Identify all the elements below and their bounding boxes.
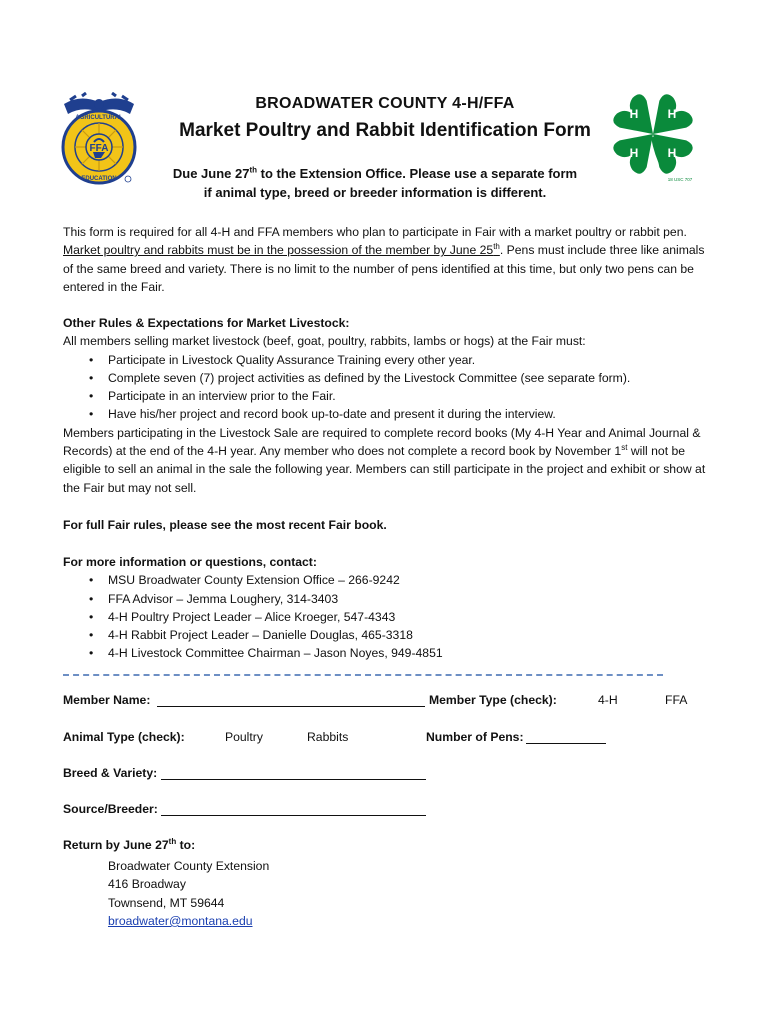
ffa-logo-text-top: AGRICULTURAL [75,115,123,121]
form-title: Market Poultry and Rabbit Identification Form [179,120,591,141]
member-type-option-ffa[interactable]: FFA [665,693,688,707]
contact-item: • MSU Broadwater County Extension Office – 266-9242 [63,571,713,589]
ffa-emblem-logo [60,92,138,188]
intro-part1: This form is required for all 4-H and FFA members who plan to participate in Fair with a market poultry or rabbit pen. [63,225,687,239]
contact-item: • FFA Advisor – Jemma Loughery, 314-3403 [63,590,713,608]
contact-item: • 4-H Livestock Committee Chairman – Jason Noyes, 949-4851 [63,644,713,662]
contacts-section [63,553,713,663]
due-notice [140,164,610,202]
return-label-part1: Return by June 27 [63,838,169,852]
records-paragraph [63,424,713,497]
return-label-part2: to: [176,838,196,852]
member-type-label: Member Type (check): [429,693,557,707]
member-name-field[interactable] [157,706,425,707]
intro-underlined-sup: th [493,242,500,252]
rules-list-item: • Participate in an interview prior to the Fair. [63,387,713,405]
intro-underlined [63,243,500,257]
intro-underlined-text: Market poultry and rabbits must be in the possession of the member by June 25 [63,243,494,258]
rules-section [63,314,713,497]
number-of-pens-field[interactable] [526,743,606,744]
org-title: BROADWATER COUNTY 4-H/FFA [255,95,515,112]
return-address-line: 416 Broadway [108,877,186,892]
contact-item: • 4-H Rabbit Project Leader – Danielle Douglas, 465-3318 [63,626,713,644]
rules-list-item: • Have his/her project and record book up-to-date and present it during the interview. [63,405,713,423]
return-address-line: Townsend, MT 59644 [108,895,225,910]
contacts-list [63,571,713,662]
rules-list-item: • Complete seven (7) project activities as defined by the Livestock Committee (see separate form). [63,369,713,387]
contacts-heading: For more information or questions, contact: [63,555,317,569]
animal-type-option-rabbits[interactable]: Rabbits [307,730,349,744]
rules-list [63,351,713,424]
breed-variety-field[interactable] [161,779,426,780]
rules-list-item: • Participate in Livestock Quality Assurance Training every other year. [63,351,713,369]
clover-letter-h-1: H [629,107,639,121]
rules-heading: Other Rules & Expectations for Market Livestock: [63,316,350,330]
clover-letter-h-4: H [667,146,677,160]
records-sup: st [621,443,628,453]
due-text-part1: Due June 27 [172,166,250,181]
records-part2: will not be eligible to sell an animal in the sale the following year. Members can still participate in the project and exhibit or show at the Fair but may not sell. [63,444,706,495]
clover-letter-h-3: H [629,146,639,160]
records-part1: Members participating in the Livestock Sale are required to complete record books (My 4-H Year and Animal Journal & Records) at the end of the 4-H year. Any member who does not complete a record book by November 1 [63,425,701,459]
cut-line-divider [63,674,663,676]
return-label [63,838,195,852]
return-address [108,857,408,930]
clover-letter-h-2: H [667,107,677,121]
member-type-option-4h[interactable]: 4-H [598,693,618,707]
intro-part2: . Pens must include three like animals of the same breed and variety. There is no limit to the number of pens identified at this time, but only two pens can be entered in the Fair. [63,243,705,294]
number-of-pens-label: Number of Pens: [426,730,524,744]
rules-lead: All members selling market livestock (beef, goat, poultry, rabbits, lambs or hogs) at the Fair must: [63,334,586,349]
ffa-logo-text-center: FFA [89,143,109,154]
return-label-sup: th [168,836,177,846]
contact-item: • 4-H Poultry Project Leader – Alice Kroeger, 547-4343 [63,608,713,626]
return-email-link[interactable]: broadwater@montana.edu [108,913,253,928]
return-address-line: Broadwater County Extension [108,859,270,873]
intro-paragraph [63,223,713,296]
source-breeder-label: Source/Breeder: [63,802,158,816]
member-name-label: Member Name: [63,693,151,707]
breed-variety-label: Breed & Variety: [63,766,158,780]
due-text-part2: to the Extension Office. Please use a separate form [257,166,578,181]
animal-type-option-poultry[interactable]: Poultry [225,730,263,744]
due-text-sup: th [249,165,258,175]
due-text-line2: if animal type, breed or breeder information is different. [203,185,547,200]
ffa-logo-text-bottom: EDUCATION [81,176,117,182]
source-breeder-field[interactable] [161,815,426,816]
fair-rules-note: For full Fair rules, please see the most recent Fair book. [63,518,387,532]
clover-trademark: 18 USC 707 [667,177,693,182]
animal-type-label: Animal Type (check): [63,730,185,744]
